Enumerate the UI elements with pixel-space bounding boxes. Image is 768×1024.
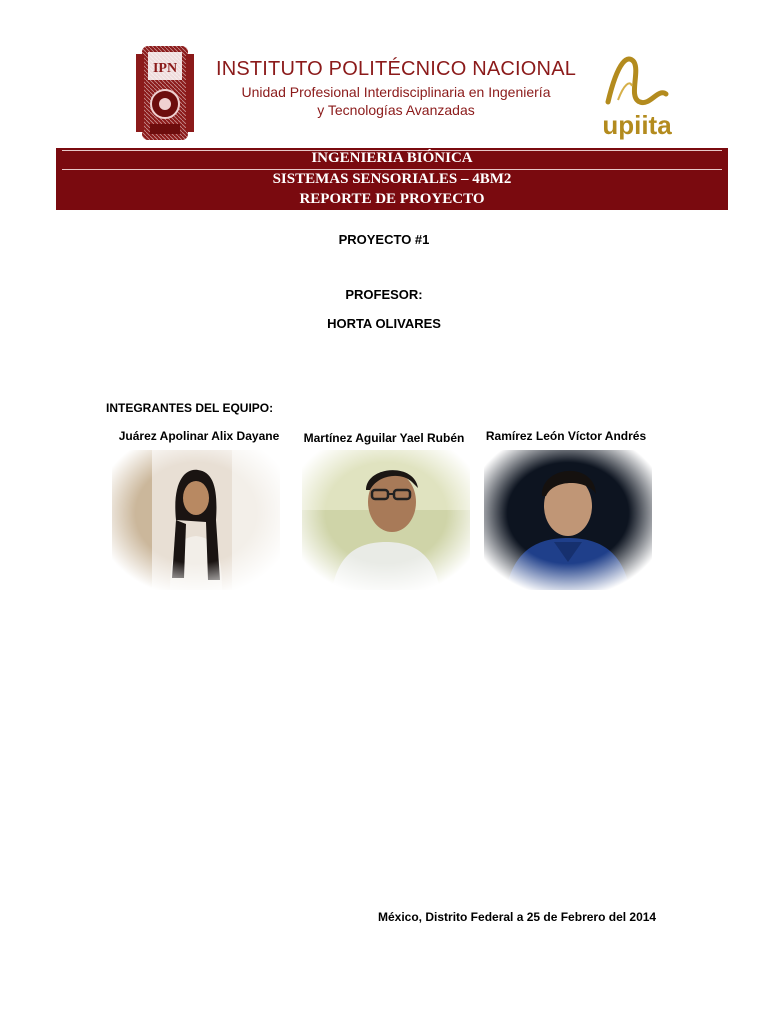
banner-course: SISTEMAS SENSORIALES – 4BM2 — [272, 171, 512, 187]
team-title: INTEGRANTES DEL EQUIPO: — [106, 401, 274, 415]
upiita-logo — [588, 50, 686, 142]
institution-name: INSTITUTO POLITÉCNICO NACIONAL — [215, 58, 577, 80]
unit-name-line1: Unidad Profesional Interdisciplinaria en Ingeniería — [241, 84, 551, 100]
project-title: PROYECTO #1 — [338, 232, 430, 247]
svg-text:upiita: upiita — [602, 110, 672, 140]
member-name-2: Martínez Aguilar Yael Rubén — [303, 431, 465, 445]
unit-name-line2: y Tecnologías Avanzadas — [317, 102, 475, 118]
member-photo-2 — [302, 450, 470, 590]
svg-text:IPN: IPN — [152, 61, 178, 76]
unit-name — [210, 83, 582, 119]
banner-report: REPORTE DE PROYECTO — [299, 191, 485, 207]
member-name-1: Juárez Apolinar Alix Dayane — [118, 429, 280, 443]
professor-label: PROFESOR: — [345, 287, 423, 302]
title-banner — [56, 148, 728, 210]
banner-career: INGENIERIA BIÓNICA — [311, 150, 473, 166]
member-photo-1 — [112, 450, 280, 590]
member-name-3: Ramírez León Víctor Andrés — [485, 429, 647, 443]
place-date: México, Distrito Federal a 25 de Febrero del 2014 — [378, 910, 657, 924]
member-photo-3 — [484, 450, 652, 590]
ipn-logo — [134, 44, 196, 142]
professor-name: HORTA OLIVARES — [327, 316, 441, 331]
